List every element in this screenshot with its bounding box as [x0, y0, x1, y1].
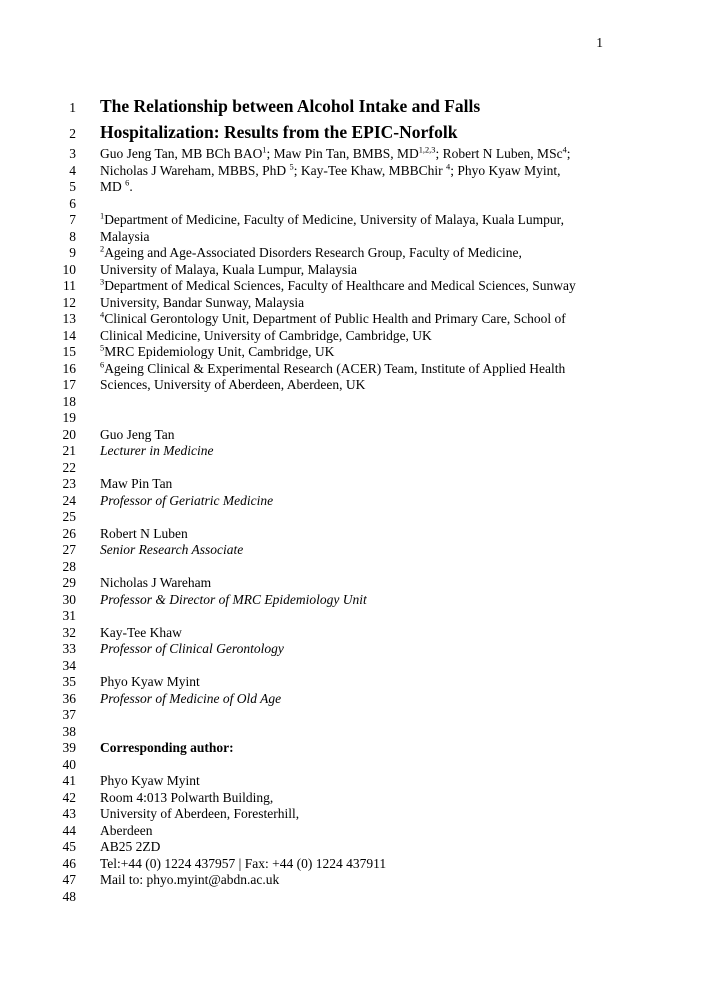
line-number: 11	[63, 278, 76, 293]
line-number: 22	[62, 459, 76, 475]
manuscript-line	[0, 344, 707, 361]
line-text: $^1$Department of Medicine, Faculty of Medicine, University of Malaya, Kuala Lumpur,	[100, 211, 565, 227]
manuscript-line	[0, 559, 707, 576]
line-number: 24	[62, 492, 76, 508]
manuscript-line	[0, 212, 707, 229]
line-number: 46	[62, 855, 76, 871]
line-number: 45	[62, 839, 76, 854]
line-text: MD $^6$.	[100, 178, 133, 194]
line-text: Phyo Kyaw Myint	[100, 674, 200, 689]
manuscript-line	[0, 872, 707, 889]
line-text: Professor of Geriatric Medicine	[100, 492, 274, 508]
line-text: Robert N Luben	[100, 525, 188, 541]
line-number: 31	[62, 608, 76, 623]
manuscript-line	[0, 707, 707, 724]
manuscript-line	[0, 229, 707, 246]
line-number: 19	[62, 410, 76, 425]
line-text: Room 4:013 Polwarth Building,	[100, 789, 274, 805]
line-number: 12	[62, 294, 76, 310]
manuscript-line	[0, 394, 707, 411]
line-number: 32	[62, 624, 76, 640]
manuscript-line	[0, 674, 707, 691]
line-text: Mail to: phyo.myint@abdn.ac.uk	[100, 872, 280, 887]
manuscript-line	[0, 625, 707, 642]
line-number: 25	[62, 509, 76, 524]
line-text: Lecturer in Medicine	[100, 443, 214, 458]
line-text: AB25 2ZD	[100, 839, 161, 854]
line-number: 3	[69, 146, 76, 161]
line-number: 39	[62, 740, 76, 755]
line-number: 7	[69, 212, 76, 227]
line-text: Professor of Medicine of Old Age	[100, 690, 282, 706]
manuscript-line	[0, 361, 707, 378]
manuscript-line	[0, 839, 707, 856]
line-text: Phyo Kyaw Myint	[100, 773, 200, 788]
line-number: 4	[69, 162, 76, 178]
line-number: 29	[62, 575, 76, 590]
manuscript-line	[0, 724, 707, 741]
line-number: 42	[62, 789, 76, 805]
line-number: 15	[62, 344, 76, 359]
line-number: 5	[69, 179, 76, 194]
line-text: Nicholas J Wareham, MBBS, PhD $^5$; Kay-Tee Khaw, MBBChir $^4$; Phyo Kyaw Myint,	[100, 162, 561, 178]
line-text: Aberdeen	[100, 822, 153, 838]
line-text: Professor of Clinical Gerontology	[100, 641, 284, 656]
line-number: 2	[69, 126, 76, 141]
manuscript-line	[0, 427, 707, 444]
line-number: 34	[62, 657, 76, 673]
manuscript-line	[0, 542, 707, 559]
line-number: 27	[62, 542, 76, 557]
line-number: 37	[62, 707, 76, 722]
line-text: Maw Pin Tan	[100, 476, 173, 491]
line-text: $^2$Ageing and Age-Associated Disorders Research Group, Faculty of Medicine,	[100, 244, 522, 260]
line-number: 35	[62, 674, 76, 689]
manuscript-line	[0, 856, 707, 873]
line-number: 9	[69, 245, 76, 260]
manuscript-line	[0, 740, 707, 757]
line-number: 17	[62, 377, 76, 392]
manuscript-line	[0, 179, 707, 196]
manuscript-line	[0, 658, 707, 675]
manuscript-line	[0, 163, 707, 180]
manuscript-line	[0, 146, 707, 163]
line-text: $^4$Clinical Gerontology Unit, Department of Public Health and Primary Care, School of	[100, 310, 566, 326]
manuscript-line	[0, 790, 707, 807]
line-number: 6	[69, 195, 76, 211]
line-text: University of Aberdeen, Foresterhill,	[100, 806, 300, 821]
manuscript-line	[0, 377, 707, 394]
manuscript-line	[0, 328, 707, 345]
line-number: 48	[62, 888, 76, 904]
line-text: Senior Research Associate	[100, 542, 244, 557]
manuscript-line	[0, 526, 707, 543]
line-number: 10	[62, 261, 76, 277]
line-text: Hospitalization: Results from the EPIC-Norfolk	[100, 122, 458, 142]
manuscript-line	[0, 295, 707, 312]
line-text: The Relationship between Alcohol Intake and Falls	[100, 96, 481, 116]
manuscript-line	[0, 592, 707, 609]
line-number: 28	[62, 558, 76, 574]
manuscript-line	[0, 410, 707, 427]
line-number: 8	[69, 228, 76, 244]
manuscript-line	[0, 196, 707, 213]
manuscript-line	[0, 262, 707, 279]
line-number: 47	[62, 872, 76, 887]
line-text: Guo Jeng Tan	[100, 426, 175, 442]
line-text: Professor & Director of MRC Epidemiology Unit	[100, 591, 367, 607]
line-number: 14	[62, 327, 76, 343]
line-text: $^6$Ageing Clinical & Experimental Research (ACER) Team, Institute of Applied Health	[100, 360, 566, 376]
line-number: 21	[62, 443, 76, 458]
line-number: 33	[62, 641, 76, 656]
page-number: 1	[596, 35, 603, 50]
line-number: 40	[62, 756, 76, 772]
line-number: 41	[62, 773, 76, 788]
manuscript-line	[0, 245, 707, 262]
manuscript-line	[0, 757, 707, 774]
manuscript-line	[0, 691, 707, 708]
line-number: 23	[62, 476, 76, 491]
manuscript-line	[0, 773, 707, 790]
manuscript-line	[0, 575, 707, 592]
line-text: Malaysia	[100, 228, 150, 244]
manuscript-line	[0, 311, 707, 328]
line-text: Clinical Medicine, University of Cambridge, Cambridge, UK	[100, 327, 432, 343]
manuscript-line	[0, 823, 707, 840]
line-number: 44	[62, 822, 76, 838]
manuscript-line	[0, 806, 707, 823]
line-text: $^5$MRC Epidemiology Unit, Cambridge, UK	[100, 343, 335, 359]
line-text: Guo Jeng Tan, MB BCh BAO$^1$; Maw Pin Tan, BMBS, MD$^{1,2,3}$; Robert N Luben, MSc$^4$;	[100, 145, 571, 161]
line-text: Nicholas J Wareham	[100, 575, 212, 590]
line-number: 16	[62, 360, 76, 376]
line-number: 38	[62, 723, 76, 739]
line-text: $^3$Department of Medical Sciences, Faculty of Healthcare and Medical Sciences, Sunway	[100, 277, 576, 293]
manuscript-line	[0, 608, 707, 625]
line-number: 36	[62, 690, 76, 706]
manuscript-line	[0, 460, 707, 477]
line-text: University of Malaya, Kuala Lumpur, Malaysia	[100, 261, 358, 277]
line-number: 18	[62, 393, 76, 409]
manuscript-line	[0, 443, 707, 460]
manuscript-line	[0, 120, 707, 146]
manuscript-line	[0, 493, 707, 510]
line-number: 20	[62, 426, 76, 442]
line-number: 43	[62, 806, 76, 821]
line-number: 1	[69, 100, 76, 115]
line-number: 26	[62, 525, 76, 541]
line-text: Kay-Tee Khaw	[100, 624, 182, 640]
manuscript-line	[0, 509, 707, 526]
manuscript-line	[0, 94, 707, 120]
line-text: Sciences, University of Aberdeen, Aberdeen, UK	[100, 377, 366, 392]
manuscript-body	[0, 94, 707, 905]
manuscript-line	[0, 641, 707, 658]
line-text: Tel:+44 (0) 1224 437957 | Fax: +44 (0) 1224 437911	[100, 855, 387, 871]
manuscript-line	[0, 278, 707, 295]
manuscript-line	[0, 476, 707, 493]
manuscript-line	[0, 889, 707, 906]
line-number: 30	[62, 591, 76, 607]
line-text: University, Bandar Sunway, Malaysia	[100, 294, 305, 310]
line-number: 13	[62, 311, 76, 326]
line-text: Corresponding author:	[100, 740, 234, 755]
